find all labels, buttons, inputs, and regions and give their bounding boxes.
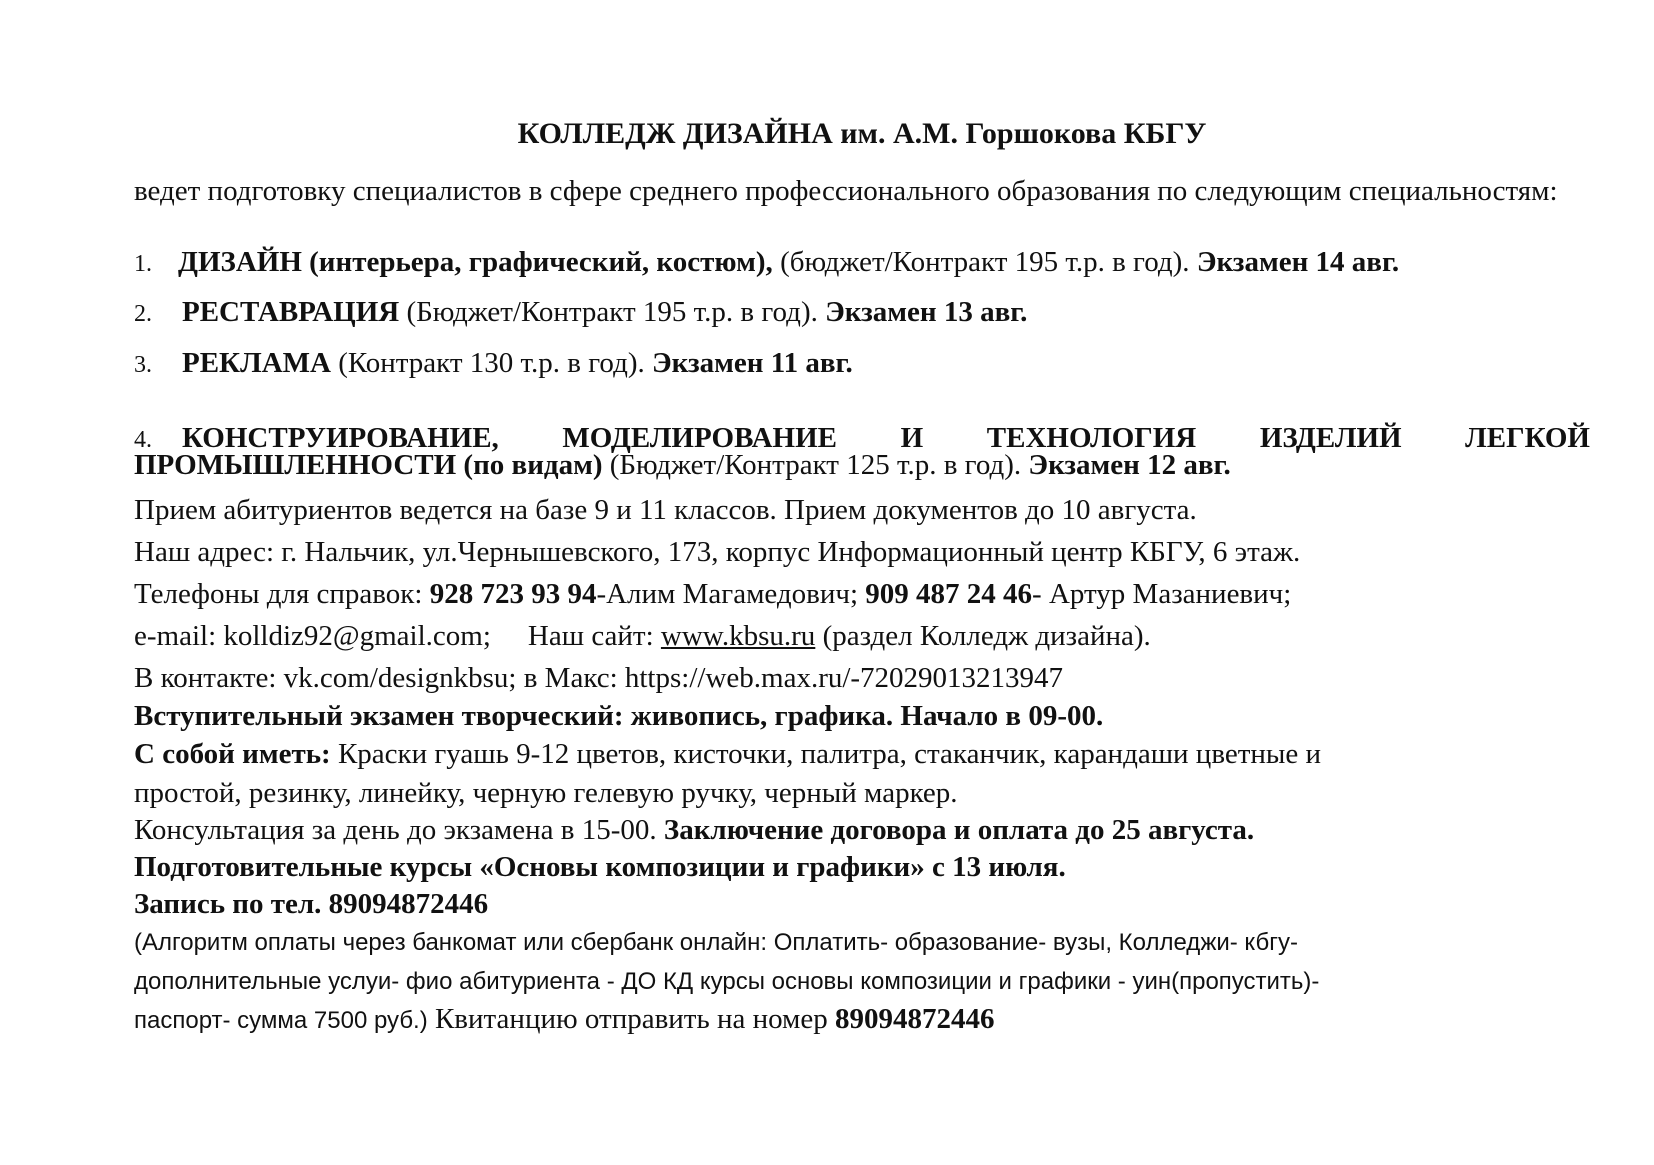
site-label: Наш сайт: [527, 620, 661, 652]
courses-line: Подготовительные курсы «Основы композиции и графики» с 13 июля. [134, 851, 1066, 883]
list-item [134, 294, 1590, 332]
specialty-name: ПРОМЫШЛЕННОСТИ (по видам) [134, 449, 603, 481]
specialty-name: РЕСТАВРАЦИЯ [182, 296, 400, 328]
email-line [134, 618, 1590, 654]
phones-line [134, 576, 1590, 612]
list-number: 3. [134, 352, 152, 378]
contact-name: - Артур Мазаниевич; [1032, 578, 1292, 610]
specialty-word: ИЗДЕЛИЙ [1259, 422, 1402, 454]
payment-line-3 [134, 1001, 1590, 1039]
bring-line-1 [134, 736, 1590, 772]
contract-deadline: Заключение договора и оплата до 25 августа. [663, 814, 1255, 846]
bring-text: Краски гуашь 9-12 цветов, кисточки, палитра, стаканчик, карандаши цветные и [330, 738, 1322, 770]
phone-number: 909 487 24 46 [865, 578, 1033, 610]
list-item [134, 345, 1590, 383]
specialty-name: РЕКЛАМА [182, 347, 331, 379]
payment-text: паспорт- сумма 7500 руб.) [134, 1007, 428, 1034]
receipt-text: Квитанцию отправить на номер [427, 1003, 836, 1035]
receipt-phone: 89094872446 [835, 1003, 995, 1035]
address-text: Наш адрес: г. Нальчик, ул.Чернышевского, 173, корпус Информационный центр КБГУ, 6 этаж. [134, 536, 1301, 568]
exam-info: Вступительный экзамен творческий: живопись, графика. Начало в 09-00. [134, 700, 1104, 732]
consult-text: Консультация за день до экзамена в 15-00. [134, 814, 664, 846]
contact-name: -Алим Магамедович; [596, 578, 866, 610]
list-item [134, 244, 1590, 282]
bring-label: С собой иметь: [134, 738, 331, 770]
specialty-cost: (Бюджет/Контракт 195 т.р. в год). [399, 296, 818, 328]
phones-label: Телефоны для справок: [134, 578, 430, 610]
page-title: КОЛЛЕДЖ ДИЗАЙНА им. А.М. Горшокова КБГУ [517, 117, 1207, 150]
phone-number: 928 723 93 94 [429, 578, 597, 610]
consult-line [134, 812, 1590, 848]
specialty-cost: (Бюджет/Контракт 125 т.р. в год). [602, 449, 1022, 481]
list-number: 4. [134, 427, 152, 453]
specialty-cost: (Контракт 130 т.р. в год). [330, 347, 645, 379]
social-line: В контакте: vk.com/designkbsu; в Макс: https://web.max.ru/-72029013213947 [134, 662, 1064, 694]
intro-text: ведет подготовку специалистов в сфере среднего профессионального образования по следующим специальностям: [134, 175, 1558, 207]
bring-line-2: простой, резинку, линейку, черную гелевую ручку, черный маркер. [134, 777, 958, 809]
list-number: 2. [134, 301, 152, 327]
exam-date: Экзамен 12 авг. [1021, 449, 1231, 481]
list-number: 1. [134, 251, 152, 277]
specialty-word: И [900, 422, 924, 454]
list-item-continued [134, 447, 1590, 483]
specialty-word: МОДЕЛИРОВАНИЕ [562, 422, 838, 454]
admission-text: Прием абитуриентов ведется на базе 9 и 11 классов. Прием документов до 10 августа. [134, 494, 1197, 526]
specialty-word: ТЕХНОЛОГИЯ [986, 422, 1197, 454]
site-link[interactable]: www.kbsu.ru [660, 620, 816, 652]
exam-date: Экзамен 13 авг. [817, 296, 1028, 328]
site-note: (раздел Колледж дизайна). [815, 620, 1151, 652]
email-text: e-mail: kolldiz92@gmail.com; [134, 620, 491, 652]
payment-line-2: дополнительные услуи- фио абитуриента - ДО КД курсы основы композиции и графики - уин(пропустить)- [134, 968, 1320, 995]
signup-line: Запись по тел. 89094872446 [134, 888, 489, 920]
specialty-word: ЛЕГКОЙ [1465, 422, 1590, 454]
payment-line-1: (Алгоритм оплаты через банкомат или сбербанк онлайн: Оплатить- образование- вузы, Колледжи- кбгу- [134, 929, 1298, 956]
specialty-cost: (бюджет/Контракт 195 т.р. в год). [772, 246, 1190, 278]
exam-date: Экзамен 14 авг. [1189, 246, 1400, 278]
exam-date: Экзамен 11 авг. [644, 347, 853, 379]
specialty-name: ДИЗАЙН (интерьера, графический, костюм), [178, 246, 773, 278]
specialty-word: КОНСТРУИРОВАНИЕ, [182, 422, 499, 454]
